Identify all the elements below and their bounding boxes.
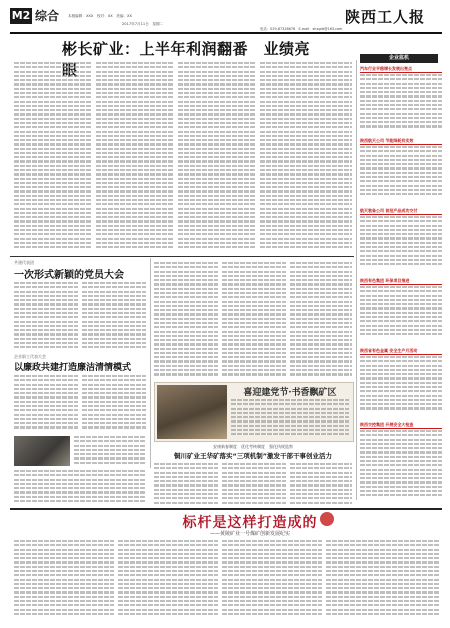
feature-photo xyxy=(157,385,227,439)
right-item-title: 陕西航天公司 节能降耗有实效 xyxy=(360,138,442,145)
right-column xyxy=(360,66,442,506)
feature-photo-block xyxy=(154,382,354,442)
page-code: M2 xyxy=(11,9,31,22)
bottom-subheadline: ——黄陵矿业一号煤矿创新发展纪实 xyxy=(209,531,290,537)
center-rule xyxy=(150,258,151,468)
paper-name: 陕西工人报 xyxy=(345,8,426,26)
date-line: 2017年7月11日 星期二 xyxy=(122,22,164,26)
left-middle-text-3 xyxy=(14,375,78,433)
center-article-text-2 xyxy=(222,463,286,507)
right-item-title: 陕西交控集团 开展安全大检查 xyxy=(360,422,442,429)
bottom-left-text xyxy=(14,470,146,506)
contact-line: 电话：029-87326678 E-mail：shxgrb@163.com xyxy=(260,27,343,31)
center-kicker: 安康新春制度 优化考核制度 强化执规监察 xyxy=(213,444,293,449)
right-item-text xyxy=(360,74,442,132)
main-headline: 彬长矿业：上半年利润翻番 业绩亮 xyxy=(62,40,311,58)
right-item-text xyxy=(360,146,442,202)
right-item-text xyxy=(360,356,442,416)
left-middle-sub-kicker: 企业职工代表大会 xyxy=(14,354,46,359)
feature-photo-caption: 喜迎建党节·书香飘矿区 xyxy=(243,388,337,398)
left-middle-text-2 xyxy=(82,282,146,352)
lead-article-text-3 xyxy=(178,62,256,254)
section-rule xyxy=(10,256,354,257)
page-section: 综合 xyxy=(35,9,60,23)
bottom-section-rule xyxy=(10,508,442,510)
editor-line: 本版编辑：XXX 校对：XX 美编：XX xyxy=(68,14,132,18)
bottom-text-col-4 xyxy=(326,540,440,620)
masthead-rule xyxy=(10,32,442,34)
center-headline: 铜川矿业王华矿落实“三项机制”激发干部干事创业活力 xyxy=(173,452,333,460)
center-article-text-3 xyxy=(290,463,352,507)
bottom-text-col-2 xyxy=(118,540,218,620)
right-item-title: 陕西有色集团 环保项目推进 xyxy=(360,278,442,285)
lead-article-text-2 xyxy=(96,62,174,254)
right-item-title: 航天装备公司 首批产品成功交付 xyxy=(360,208,442,215)
masthead xyxy=(10,6,442,32)
right-column-rule xyxy=(356,60,357,500)
center-top-text-2 xyxy=(222,262,286,380)
bottom-text-col-1 xyxy=(14,540,114,620)
right-item-text xyxy=(360,430,442,504)
right-item-title: 陕西省有色金属 安全生产月活动 xyxy=(360,348,442,355)
left-middle-kicker: 共建代表团 xyxy=(14,260,34,265)
lead-article-text xyxy=(14,62,92,254)
left-bottom-text xyxy=(74,436,146,466)
emblem-icon xyxy=(320,512,334,526)
lead-article-text-4 xyxy=(260,62,352,254)
center-article-text xyxy=(154,463,218,507)
left-middle-headline-2: 以廉政共建打造廉洁清情模式 xyxy=(14,363,132,373)
left-middle-headline: 一次形式新颖的党员大会 xyxy=(14,270,124,281)
center-top-text-3 xyxy=(290,262,352,380)
bottom-text-col-3 xyxy=(222,540,322,620)
left-middle-text xyxy=(14,282,78,352)
news-photo-small xyxy=(14,436,70,466)
right-item-title: 汽车行业平稳增长发展出亮点 xyxy=(360,66,442,73)
right-item-text xyxy=(360,216,442,272)
feature-photo-text xyxy=(231,399,349,439)
center-top-text xyxy=(154,262,218,380)
right-item-text xyxy=(360,286,442,342)
bottom-headline: 标杆是这样打造成的 xyxy=(182,515,318,531)
section-label: 企业监机 xyxy=(360,54,438,63)
left-middle-text-4 xyxy=(82,375,146,433)
